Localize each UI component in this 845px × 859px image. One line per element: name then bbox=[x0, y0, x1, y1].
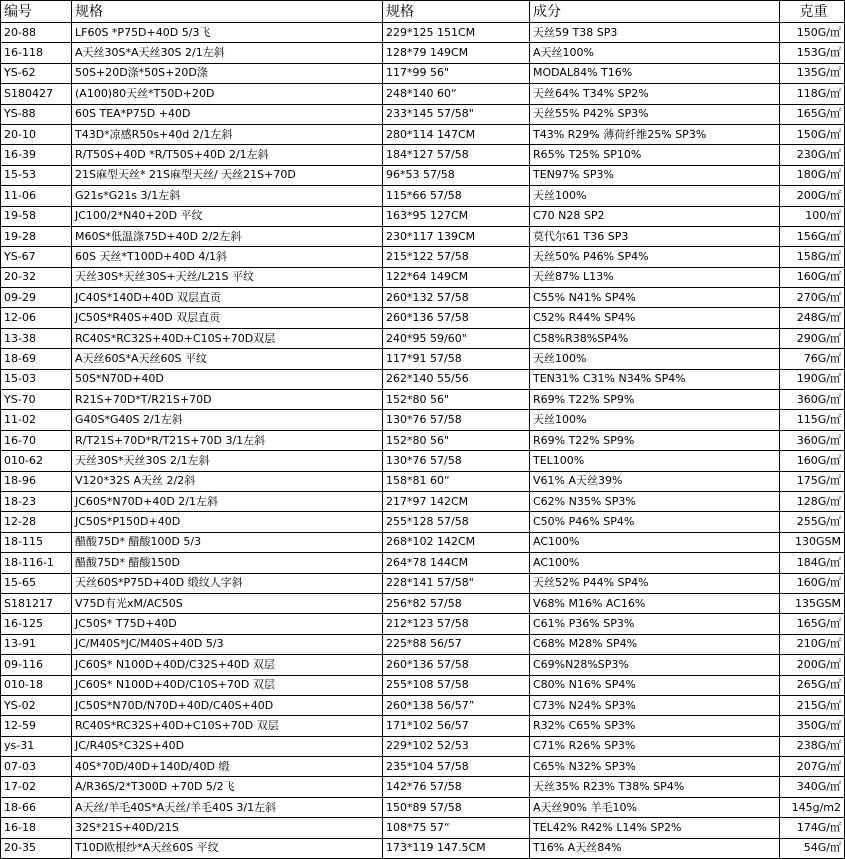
cell-spec: R/T50S+40D *R/T50S+40D 2/1左斜 bbox=[72, 145, 383, 165]
cell-spec: RC40S*RC32S+40D+C10S+70D 双层 bbox=[72, 716, 383, 736]
cell-spec: 醋酸75D* 醋酸150D bbox=[72, 553, 383, 573]
table-row bbox=[1, 553, 845, 573]
cell-composition: 天丝64% T34% SP2% bbox=[530, 84, 780, 104]
cell-size: 260*132 57/58 bbox=[383, 288, 530, 308]
cell-composition: AC100% bbox=[530, 553, 780, 573]
cell-spec: JC60S*N70D+40D 2/1左斜 bbox=[72, 491, 383, 511]
cell-composition: 天丝59 T38 SP3 bbox=[530, 23, 780, 43]
cell-weight: 270G/㎡ bbox=[780, 288, 845, 308]
cell-spec: A天丝60S*A天丝60S 平纹 bbox=[72, 349, 383, 369]
table-row bbox=[1, 349, 845, 369]
cell-size: 268*102 142CM bbox=[383, 532, 530, 552]
cell-size: 229*102 52/53 bbox=[383, 736, 530, 756]
cell-code: 12-59 bbox=[1, 716, 72, 736]
cell-composition: V61% A天丝39% bbox=[530, 471, 780, 491]
cell-weight: 200G/㎡ bbox=[780, 655, 845, 675]
cell-composition: C52% R44% SP4% bbox=[530, 308, 780, 328]
table-body bbox=[1, 23, 845, 859]
cell-spec: JC60S* N100D+40D/C10S+70D 双层 bbox=[72, 675, 383, 695]
cell-composition: 天丝100% bbox=[530, 410, 780, 430]
cell-composition: V68% M16% AC16% bbox=[530, 593, 780, 613]
cell-weight: 174G/㎡ bbox=[780, 818, 845, 838]
cell-composition: C68% M28% SP4% bbox=[530, 634, 780, 654]
cell-weight: 210G/㎡ bbox=[780, 634, 845, 654]
cell-composition: C62% N35% SP3% bbox=[530, 491, 780, 511]
cell-spec: (A100)80天丝*T50D+20D bbox=[72, 84, 383, 104]
cell-spec: JC50S*N70D/N70D+40D/C40S+40D bbox=[72, 695, 383, 715]
cell-code: 010-62 bbox=[1, 451, 72, 471]
table-row bbox=[1, 410, 845, 430]
cell-size: 115*66 57/58 bbox=[383, 186, 530, 206]
cell-weight: 265G/㎡ bbox=[780, 675, 845, 695]
header-spec: 规格 bbox=[72, 1, 383, 23]
cell-weight: 115G/㎡ bbox=[780, 410, 845, 430]
table-row bbox=[1, 777, 845, 797]
cell-composition: C65% N32% SP3% bbox=[530, 757, 780, 777]
header-code: 编号 bbox=[1, 1, 72, 23]
cell-code: 18-96 bbox=[1, 471, 72, 491]
cell-code: 12-28 bbox=[1, 512, 72, 532]
cell-composition: C50% P46% SP4% bbox=[530, 512, 780, 532]
table-row bbox=[1, 757, 845, 777]
table-row bbox=[1, 675, 845, 695]
cell-size: 117*99 56" bbox=[383, 63, 530, 83]
cell-size: 163*95 127CM bbox=[383, 206, 530, 226]
table-row bbox=[1, 369, 845, 389]
cell-code: 13-91 bbox=[1, 634, 72, 654]
cell-code: YS-67 bbox=[1, 247, 72, 267]
cell-code: ys-31 bbox=[1, 736, 72, 756]
cell-size: 215*122 57/58 bbox=[383, 247, 530, 267]
cell-spec: JC40S*140D+40D 双层直贡 bbox=[72, 288, 383, 308]
table-row bbox=[1, 288, 845, 308]
table-row bbox=[1, 124, 845, 144]
cell-composition: 天丝100% bbox=[530, 349, 780, 369]
cell-spec: R21S+70D*T/R21S+70D bbox=[72, 390, 383, 410]
cell-size: 128*79 149CM bbox=[383, 43, 530, 63]
table-row bbox=[1, 451, 845, 471]
cell-weight: 153G/㎡ bbox=[780, 43, 845, 63]
cell-composition: 天丝52% P44% SP4% bbox=[530, 573, 780, 593]
cell-spec: R/T21S+70D*R/T21S+70D 3/1左斜 bbox=[72, 430, 383, 450]
cell-size: 212*123 57/58 bbox=[383, 614, 530, 634]
cell-code: 07-03 bbox=[1, 757, 72, 777]
cell-weight: 248G/㎡ bbox=[780, 308, 845, 328]
cell-size: 260*136 57/58 bbox=[383, 655, 530, 675]
cell-size: 225*88 56/57 bbox=[383, 634, 530, 654]
cell-weight: 200G/㎡ bbox=[780, 186, 845, 206]
cell-composition: C61% P36% SP3% bbox=[530, 614, 780, 634]
cell-weight: 190G/㎡ bbox=[780, 369, 845, 389]
table-row bbox=[1, 226, 845, 246]
cell-spec: 32S*21S+40D/21S bbox=[72, 818, 383, 838]
cell-code: YS-02 bbox=[1, 695, 72, 715]
cell-weight: 165G/㎡ bbox=[780, 614, 845, 634]
cell-code: YS-88 bbox=[1, 104, 72, 124]
cell-weight: 135G/㎡ bbox=[780, 63, 845, 83]
table-row bbox=[1, 308, 845, 328]
cell-weight: 150G/㎡ bbox=[780, 124, 845, 144]
cell-weight: 150G/㎡ bbox=[780, 23, 845, 43]
header-size: 规格 bbox=[383, 1, 530, 23]
table-row bbox=[1, 818, 845, 838]
cell-weight: 184G/㎡ bbox=[780, 553, 845, 573]
cell-code: 16-118 bbox=[1, 43, 72, 63]
cell-composition: TEN31% C31% N34% SP4% bbox=[530, 369, 780, 389]
table-row bbox=[1, 471, 845, 491]
cell-weight: 175G/㎡ bbox=[780, 471, 845, 491]
cell-spec: 40S*70D/40D+140D/40D 缎 bbox=[72, 757, 383, 777]
table-row bbox=[1, 247, 845, 267]
table-row bbox=[1, 145, 845, 165]
table-row bbox=[1, 593, 845, 613]
table-row bbox=[1, 716, 845, 736]
cell-composition: T43% R29% 薄荷纤维25% SP3% bbox=[530, 124, 780, 144]
cell-weight: 156G/㎡ bbox=[780, 226, 845, 246]
table-row bbox=[1, 797, 845, 817]
cell-composition: 天丝87% L13% bbox=[530, 267, 780, 287]
cell-code: 16-70 bbox=[1, 430, 72, 450]
cell-code: 20-35 bbox=[1, 838, 72, 858]
cell-size: 255*108 57/58 bbox=[383, 675, 530, 695]
cell-weight: 340G/㎡ bbox=[780, 777, 845, 797]
cell-weight: 360G/㎡ bbox=[780, 390, 845, 410]
cell-code: 15-03 bbox=[1, 369, 72, 389]
cell-composition: MODAL84% T16% bbox=[530, 63, 780, 83]
cell-composition: 天丝100% bbox=[530, 186, 780, 206]
cell-code: 15-53 bbox=[1, 165, 72, 185]
cell-code: 12-06 bbox=[1, 308, 72, 328]
cell-spec: V75D有光xM/AC50S bbox=[72, 593, 383, 613]
cell-code: 17-02 bbox=[1, 777, 72, 797]
cell-code: 11-02 bbox=[1, 410, 72, 430]
cell-composition: 天丝50% P46% SP4% bbox=[530, 247, 780, 267]
cell-composition: TEL42% R42% L14% SP2% bbox=[530, 818, 780, 838]
table-row bbox=[1, 267, 845, 287]
cell-weight: 135GSM bbox=[780, 593, 845, 613]
cell-composition: TEN97% SP3% bbox=[530, 165, 780, 185]
cell-size: 228*141 57/58" bbox=[383, 573, 530, 593]
cell-spec: M60S*低温涤75D+40D 2/2左斜 bbox=[72, 226, 383, 246]
cell-composition: R69% T22% SP9% bbox=[530, 390, 780, 410]
cell-size: 230*117 139CM bbox=[383, 226, 530, 246]
cell-spec: T10D欧根纱*A天丝60S 平纹 bbox=[72, 838, 383, 858]
cell-weight: 180G/㎡ bbox=[780, 165, 845, 185]
cell-spec: RC40S*RC32S+40D+C10S+70D双层 bbox=[72, 328, 383, 348]
cell-size: 130*76 57/58 bbox=[383, 451, 530, 471]
table-row bbox=[1, 573, 845, 593]
cell-weight: 360G/㎡ bbox=[780, 430, 845, 450]
table-row bbox=[1, 430, 845, 450]
cell-spec: G21s*G21s 3/1左斜 bbox=[72, 186, 383, 206]
table-row bbox=[1, 532, 845, 552]
cell-composition: C58%R38%SP4% bbox=[530, 328, 780, 348]
cell-composition: C80% N16% SP4% bbox=[530, 675, 780, 695]
table-row bbox=[1, 614, 845, 634]
cell-spec: JC50S*R40S+40D 双层直贡 bbox=[72, 308, 383, 328]
cell-code: S180427 bbox=[1, 84, 72, 104]
header-row bbox=[1, 1, 845, 23]
cell-code: 18-69 bbox=[1, 349, 72, 369]
table-row bbox=[1, 23, 845, 43]
cell-weight: 165G/㎡ bbox=[780, 104, 845, 124]
cell-weight: 230G/㎡ bbox=[780, 145, 845, 165]
table-row bbox=[1, 634, 845, 654]
cell-code: 18-115 bbox=[1, 532, 72, 552]
cell-code: 15-65 bbox=[1, 573, 72, 593]
cell-spec: JC/M40S*JC/M40S+40D 5/3 bbox=[72, 634, 383, 654]
cell-spec: 21S麻型天丝* 21S麻型天丝/ 天丝21S+70D bbox=[72, 165, 383, 185]
cell-weight: 128G/㎡ bbox=[780, 491, 845, 511]
cell-size: 260*136 57/58 bbox=[383, 308, 530, 328]
table-row bbox=[1, 84, 845, 104]
table-row bbox=[1, 695, 845, 715]
table-row bbox=[1, 736, 845, 756]
cell-size: 240*95 59/60" bbox=[383, 328, 530, 348]
cell-composition: T16% A天丝84% bbox=[530, 838, 780, 858]
cell-composition: R32% C65% SP3% bbox=[530, 716, 780, 736]
cell-spec: 50S+20D涤*50S+20D涤 bbox=[72, 63, 383, 83]
cell-composition: 天丝55% P42% SP3% bbox=[530, 104, 780, 124]
cell-weight: 160G/㎡ bbox=[780, 573, 845, 593]
cell-size: 96*53 57/58 bbox=[383, 165, 530, 185]
cell-composition: A天丝90% 羊毛10% bbox=[530, 797, 780, 817]
cell-size: 130*76 57/58 bbox=[383, 410, 530, 430]
table-row bbox=[1, 328, 845, 348]
cell-weight: 130GSM bbox=[780, 532, 845, 552]
cell-code: 20-10 bbox=[1, 124, 72, 144]
cell-size: 262*140 55/56 bbox=[383, 369, 530, 389]
cell-spec: JC100/2*N40+20D 平纹 bbox=[72, 206, 383, 226]
cell-size: 108*75 57“ bbox=[383, 818, 530, 838]
cell-composition: 天丝35% R23% T38% SP4% bbox=[530, 777, 780, 797]
cell-size: 255*128 57/58 bbox=[383, 512, 530, 532]
cell-weight: 290G/㎡ bbox=[780, 328, 845, 348]
cell-composition: C73% N24% SP3% bbox=[530, 695, 780, 715]
cell-weight: 145g/m2 bbox=[780, 797, 845, 817]
cell-spec: 醋酸75D* 醋酸100D 5/3 bbox=[72, 532, 383, 552]
cell-spec: 60S 天丝*T100D+40D 4/1斜 bbox=[72, 247, 383, 267]
cell-size: 217*97 142CM bbox=[383, 491, 530, 511]
cell-size: 280*114 147CM bbox=[383, 124, 530, 144]
cell-weight: 215G/㎡ bbox=[780, 695, 845, 715]
cell-size: 256*82 57/58 bbox=[383, 593, 530, 613]
cell-code: 19-58 bbox=[1, 206, 72, 226]
cell-spec: A天丝/羊毛40S*A天丝/羊毛40S 3/1左斜 bbox=[72, 797, 383, 817]
cell-size: 248*140 60“ bbox=[383, 84, 530, 104]
cell-code: 18-116-1 bbox=[1, 553, 72, 573]
header-composition: 成分 bbox=[530, 1, 780, 23]
cell-spec: 天丝30S*天丝30S+天丝/L21S 平纹 bbox=[72, 267, 383, 287]
cell-size: 260*138 56/57” bbox=[383, 695, 530, 715]
table-row bbox=[1, 390, 845, 410]
cell-spec: 天丝30S*天丝30S 2/1左斜 bbox=[72, 451, 383, 471]
cell-weight: 54G/㎡ bbox=[780, 838, 845, 858]
cell-spec: V120*32S A天丝 2/2斜 bbox=[72, 471, 383, 491]
cell-code: 13-38 bbox=[1, 328, 72, 348]
cell-composition: C70 N28 SP2 bbox=[530, 206, 780, 226]
cell-code: 16-39 bbox=[1, 145, 72, 165]
cell-composition: C69%N28%SP3% bbox=[530, 655, 780, 675]
cell-code: S181217 bbox=[1, 593, 72, 613]
cell-size: 150*89 57/58 bbox=[383, 797, 530, 817]
cell-spec: A天丝30S*A天丝30S 2/1左斜 bbox=[72, 43, 383, 63]
table-row bbox=[1, 104, 845, 124]
cell-weight: 160G/㎡ bbox=[780, 451, 845, 471]
cell-weight: 118G/㎡ bbox=[780, 84, 845, 104]
cell-code: 09-116 bbox=[1, 655, 72, 675]
cell-size: 184*127 57/58 bbox=[383, 145, 530, 165]
cell-composition: TEL100% bbox=[530, 451, 780, 471]
cell-size: 152*80 56" bbox=[383, 430, 530, 450]
cell-spec: 天丝60S*P75D+40D 缎纹人字斜 bbox=[72, 573, 383, 593]
table-row bbox=[1, 43, 845, 63]
table-row bbox=[1, 165, 845, 185]
table-row bbox=[1, 491, 845, 511]
cell-code: 010-18 bbox=[1, 675, 72, 695]
cell-composition: R69% T22% SP9% bbox=[530, 430, 780, 450]
cell-code: 16-18 bbox=[1, 818, 72, 838]
cell-composition: 莫代尔61 T36 SP3 bbox=[530, 226, 780, 246]
cell-size: 158*81 60“ bbox=[383, 471, 530, 491]
cell-code: 18-66 bbox=[1, 797, 72, 817]
cell-spec: A/R36S/2*T300D +70D 5/2飞 bbox=[72, 777, 383, 797]
cell-weight: 207G/㎡ bbox=[780, 757, 845, 777]
table-row bbox=[1, 838, 845, 858]
cell-size: 173*119 147.5CM bbox=[383, 838, 530, 858]
cell-size: 233*145 57/58" bbox=[383, 104, 530, 124]
cell-spec: LF60S *P75D+40D 5/3飞 bbox=[72, 23, 383, 43]
table-row bbox=[1, 512, 845, 532]
cell-code: 19-28 bbox=[1, 226, 72, 246]
table-row bbox=[1, 186, 845, 206]
cell-spec: G40S*G40S 2/1左斜 bbox=[72, 410, 383, 430]
cell-code: 20-32 bbox=[1, 267, 72, 287]
cell-weight: 100/㎡ bbox=[780, 206, 845, 226]
cell-size: 229*125 151CM bbox=[383, 23, 530, 43]
cell-weight: 76G/㎡ bbox=[780, 349, 845, 369]
cell-spec: JC50S* T75D+40D bbox=[72, 614, 383, 634]
cell-size: 152*80 56" bbox=[383, 390, 530, 410]
table-row bbox=[1, 655, 845, 675]
cell-size: 142*76 57/58 bbox=[383, 777, 530, 797]
cell-code: YS-70 bbox=[1, 390, 72, 410]
cell-spec: JC60S* N100D+40D/C32S+40D 双层 bbox=[72, 655, 383, 675]
cell-size: 117*91 57/58 bbox=[383, 349, 530, 369]
header-weight: 克重 bbox=[780, 1, 845, 23]
cell-code: 11-06 bbox=[1, 186, 72, 206]
cell-code: 20-88 bbox=[1, 23, 72, 43]
cell-composition: AC100% bbox=[530, 532, 780, 552]
cell-spec: JC50S*P150D+40D bbox=[72, 512, 383, 532]
cell-spec: JC/R40S*C32S+40D bbox=[72, 736, 383, 756]
cell-code: 09-29 bbox=[1, 288, 72, 308]
cell-composition: R65% T25% SP10% bbox=[530, 145, 780, 165]
cell-code: 18-23 bbox=[1, 491, 72, 511]
cell-size: 264*78 144CM bbox=[383, 553, 530, 573]
cell-size: 122*64 149CM bbox=[383, 267, 530, 287]
cell-weight: 255G/㎡ bbox=[780, 512, 845, 532]
cell-weight: 158G/㎡ bbox=[780, 247, 845, 267]
table-row bbox=[1, 206, 845, 226]
cell-composition: C55% N41% SP4% bbox=[530, 288, 780, 308]
cell-weight: 238G/㎡ bbox=[780, 736, 845, 756]
cell-spec: T43D*凉感R50s+40d 2/1左斜 bbox=[72, 124, 383, 144]
cell-size: 171*102 56/57 bbox=[383, 716, 530, 736]
cell-spec: 60S TEA*P75D +40D bbox=[72, 104, 383, 124]
cell-composition: C71% R26% SP3% bbox=[530, 736, 780, 756]
cell-size: 235*104 57/58 bbox=[383, 757, 530, 777]
cell-code: 16-125 bbox=[1, 614, 72, 634]
cell-code: YS-62 bbox=[1, 63, 72, 83]
cell-weight: 350G/㎡ bbox=[780, 716, 845, 736]
cell-spec: 50S*N70D+40D bbox=[72, 369, 383, 389]
cell-composition: A天丝100% bbox=[530, 43, 780, 63]
cell-weight: 160G/㎡ bbox=[780, 267, 845, 287]
table-row bbox=[1, 63, 845, 83]
